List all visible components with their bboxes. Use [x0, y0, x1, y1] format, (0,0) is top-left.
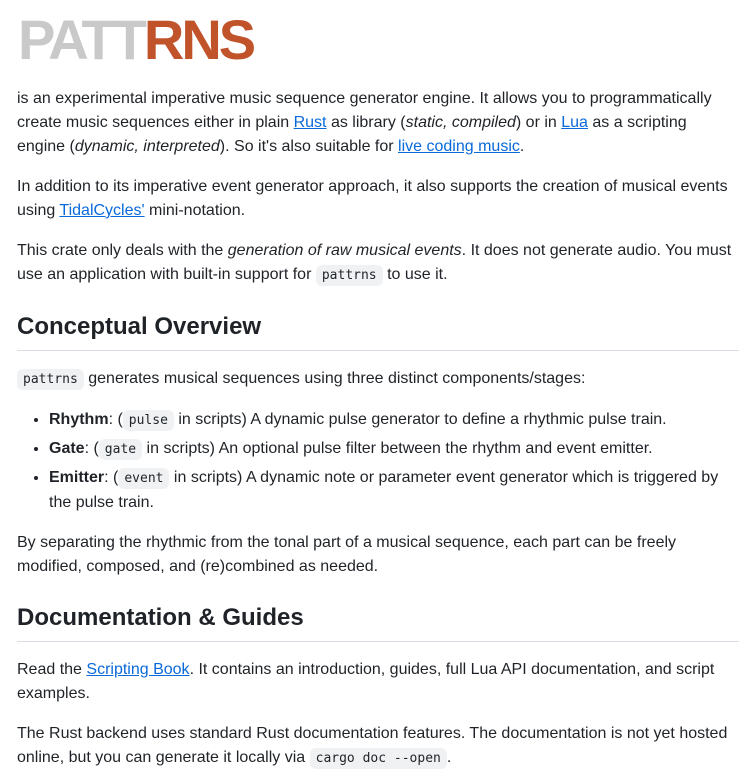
- conceptual-overview-heading: Conceptual Overview: [17, 312, 739, 351]
- overview-closing: By separating the rhythmic from the tonal part of a musical sequence, each part can be freely modified, composed, and (re)combined as needed.: [17, 534, 677, 575]
- components-list: [17, 408, 739, 515]
- scripting-book-paragraph: Read the Scripting Book. It contains an introduction, guides, full Lua API documentation, and script examples.: [17, 661, 715, 702]
- rust-link[interactable]: Rust: [293, 114, 327, 131]
- documentation-heading: Documentation & Guides: [17, 603, 739, 642]
- scope-paragraph: This crate only deals with the generation of raw musical events. It does not generate audio. You must use an application with built-in support for pattrns to use it.: [17, 239, 739, 288]
- live-coding-link[interactable]: live coding music: [398, 138, 520, 155]
- pattrns-code: pattrns: [316, 265, 383, 286]
- tidalcycles-link[interactable]: TidalCycles': [59, 202, 145, 219]
- list-item: • Gate: ( gate in scripts) An optional pulse filter between the rhythm and event emitter.: [49, 437, 739, 462]
- lua-link[interactable]: Lua: [561, 114, 588, 131]
- readme-page: [0, 8, 753, 771]
- rust-docs-paragraph: The Rust backend uses standard Rust documentation features. The documentation is not yet hosted online, but you can generate it locally via cargo doc --open .: [17, 722, 739, 771]
- mini-notation-paragraph: In addition to its imperative event generator approach, it also supports the creation of musical events using TidalCycles' mini-notation.: [17, 178, 728, 219]
- overview-lead: pattrns generates musical sequences using three distinct components/stages:: [17, 367, 739, 392]
- intro-paragraph: is an experimental imperative music sequence generator engine. It allows you to programmatically create music sequences either in plain Rust as library (static, compiled) or in Lua as a scripting engine (dynamic, interpreted). So it's also suitable for live coding music.: [17, 90, 712, 155]
- scripting-book-link[interactable]: Scripting Book: [86, 661, 190, 678]
- list-item: • Rhythm: ( pulse in scripts) A dynamic pulse generator to define a rhythmic pulse train.: [49, 408, 739, 433]
- pattrns-logo: PATTRNS: [18, 8, 254, 71]
- list-item: • Emitter: ( event in scripts) A dynamic note or parameter event generator which is triggered by the pulse train.: [49, 466, 739, 515]
- pattrns-code: pattrns: [17, 369, 84, 390]
- cargo-doc-code: cargo doc --open: [310, 748, 447, 769]
